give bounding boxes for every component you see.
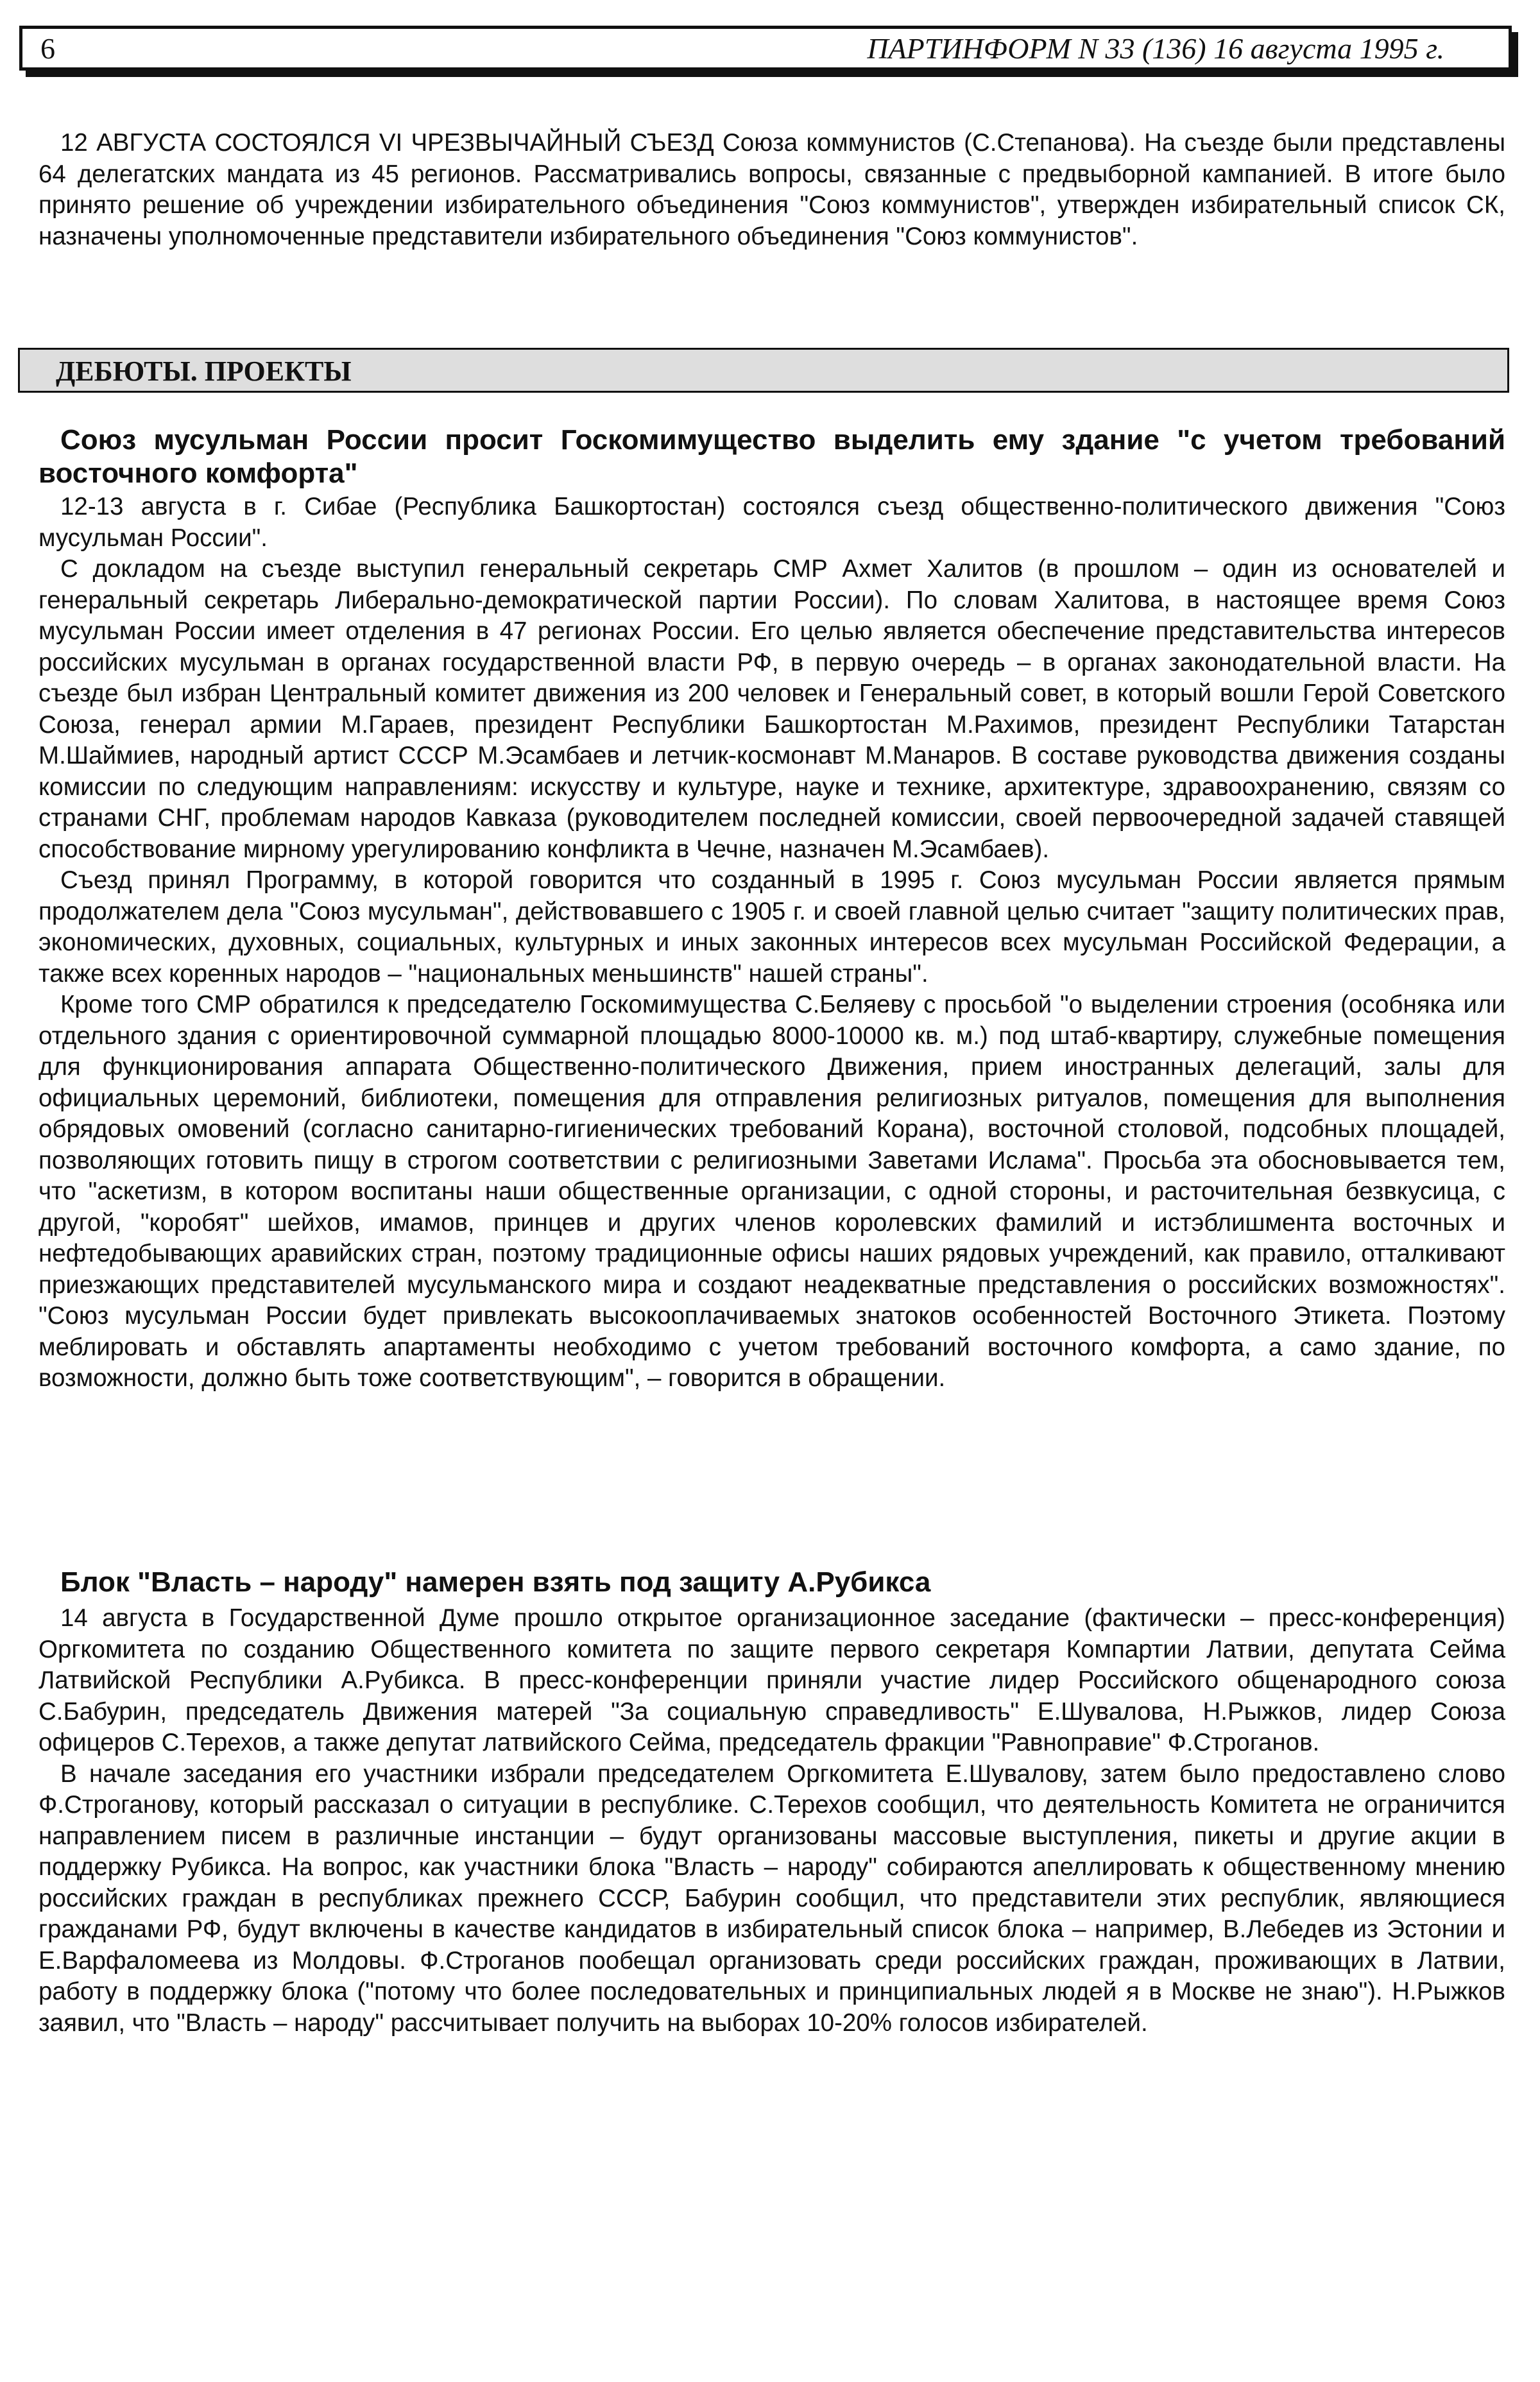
issue-info: ПАРТИНФОРМ N 33 (136) 16 августа 1995 г. bbox=[867, 32, 1444, 65]
article-headline: Блок "Власть – народу" намерен взять под защиту А.Рубикса bbox=[60, 1566, 931, 1598]
section-header bbox=[18, 348, 1509, 393]
article-paragraph: В начале заседания его участники избрали председателем Оргкомитета Е.Шувалову, затем было предоставлено слово Ф.Строганову, который рассказал о ситуации в республике. С.Терехов сообщил, что деятельность Комитета не ограничится направлением писем в различные инстанции – будут организованы массовые выступления, пикеты и другие акции в поддержку Рубикса. На вопрос, как участники блока "Власть – народу" собираются апеллировать к общественному мнению российских граждан в республиках прежнего СССР, Бабурин сообщил, что представители этих республик, являющиеся гражданами РФ, будут включены в качестве кандидатов в избирательный список блока – например, В.Лебедев из Эстонии и Е.Варфаломеева из Молдовы. Ф.Строганов пообещал организовать среди российских граждан, проживающих в Латвии, работу в поддержку блока ("потому что более последовательных и принципиальных людей я в Москве не знаю"). Н.Рыжков заявил, что "Власть – народу" рассчитывает получить на выборах 10-20% голосов избирателей. bbox=[38, 1760, 1505, 2037]
page-header bbox=[19, 26, 1512, 71]
article-paragraph: 14 августа в Государственной Думе прошло открытое организационное заседание (фактически – пресс-конференция) Оргкомитета по созданию Общественного комитета по защите первого секретаря Компартии Латвии, депутата Сейма Латвийской Республики А.Рубикса. В пресс-конференции приняли участие лидер Российского общенародного союза С.Бабурин, председатель Движения матерей "За социальную справедливость" Е.Шувалова, Н.Рыжков, лидер Союза офицеров С.Терехов, а также депутат латвийского Сейма, председатель фракции "Равноправие" Ф.Строганов. bbox=[38, 1604, 1505, 1756]
intro-block bbox=[38, 128, 1505, 252]
page-number: 6 bbox=[40, 32, 55, 65]
article-paragraph: Кроме того СМР обратился к председателю Госкомимущества С.Беляеву с просьбой "о выделении строения (особняка или отдельного здания с ориентировочной суммарной площадью 8000-10000 кв. м.) под штаб-квартиру, служебные помещения для функционирования аппарата Общественно-политического Движения, прием иностранных делегаций, залы для официальных церемоний, библиотеки, помещения для отправления религиозных ритуалов, помещения для выполнения обрядовых омовений (согласно санитарно-гигиенических требований Корана), восточной столовой, подсобных площадей, позволяющих готовить пищу в строгом соответствии с религиозными Заветами Ислама". Просьба эта обосновывается тем, что "аскетизм, в котором воспитаны наши общественные организации, с одной стороны, и расточительная безвкусица, с другой, "коробят" шейхов, имамов, принцев и других членов королевских фамилий и истэблишмента восточных и нефтедобывающих аравийских стран, поэтому традиционные офисы наших рядовых учреждений, как правило, отталкивают приезжающих представителей мусульманского мира и создают неадекватные представления о российских возможностях". "Союз мусульман России будет привлекать высокооплачиваемых знатоков особенностей Восточного Этикета. Поэтому меблировать и обставлять апартаменты необходимо с учетом требований восточного комфорта, а само здание, по возможности, должно быть тоже соответствующим", – говорится в обращении. bbox=[38, 991, 1505, 1392]
article-paragraph: С докладом на съезде выступил генеральный секретарь СМР Ахмет Халитов (в прошлом – один из основателей и генеральный секретарь Либерально-демократической партии России). По словам Халитова, в настоящее время Союз мусульман России имеет отделения в 47 регионах России. Его целью является обеспечение представительства интересов российских мусульман в органах государственной власти РФ, в первую очередь – в органах законодательной власти. На съезде был избран Центральный комитет движения из 200 человек и Генеральный совет, в который вошли Герой Советского Союза, генерал армии М.Гараев, президент Республики Башкортостан М.Рахимов, президент Республики Татарстан М.Шаймиев, народный артист СССР М.Эсамбаев и летчик-космонавт М.Манаров. В составе руководства движения созданы комиссии по следующим направлениям: искусству и культуре, науке и технике, архитектуре, здравоохранению, связям со странами СНГ, проблемам народов Кавказа (руководителем последней комиссии, своей первоочередной задачей ставящей способствование мирному урегулированию конфликта в Чечне, назначен М.Эсамбаев). bbox=[38, 555, 1505, 863]
article-headline: Союз мусульман России просит Госкомимущество выделить ему здание "с учетом требований восточного комфорта" bbox=[38, 424, 1505, 489]
article-muslim-union bbox=[38, 424, 1505, 1394]
article-power-to-people bbox=[38, 1564, 1505, 2039]
section-title: ДЕБЮТЫ. ПРОЕКТЫ bbox=[56, 356, 352, 387]
intro-paragraph: 12 АВГУСТА СОСТОЯЛСЯ VI ЧРЕЗВЫЧАЙНЫЙ СЪЕЗД Союза коммунистов (С.Степанова). На съезде были представлены 64 делегатских мандата из 45 регионов. Рассматривались вопросы, связанные с предвыборной кампанией. В итоге было принято решение об учреждении избирательного объединения "Союз коммунистов", утвержден избирательный список СК, назначены уполномоченные представители избирательного объединения "Союз коммунистов". bbox=[38, 129, 1505, 250]
article-paragraph: Съезд принял Программу, в которой говорится что созданный в 1995 г. Союз мусульман России является прямым продолжателем дела "Союз мусульман", действовавшего с 1905 г. и своей главной целью считает "защиту политических прав, экономических, духовных, социальных, культурных и иных законных интересов всех мусульман Российской Федерации, а также всех коренных народов – "национальных меньшинств" нашей страны". bbox=[38, 866, 1505, 988]
article-paragraph: 12-13 августа в г. Сибае (Республика Башкортостан) состоялся съезд общественно-политического движения "Союз мусульман России". bbox=[38, 493, 1505, 552]
